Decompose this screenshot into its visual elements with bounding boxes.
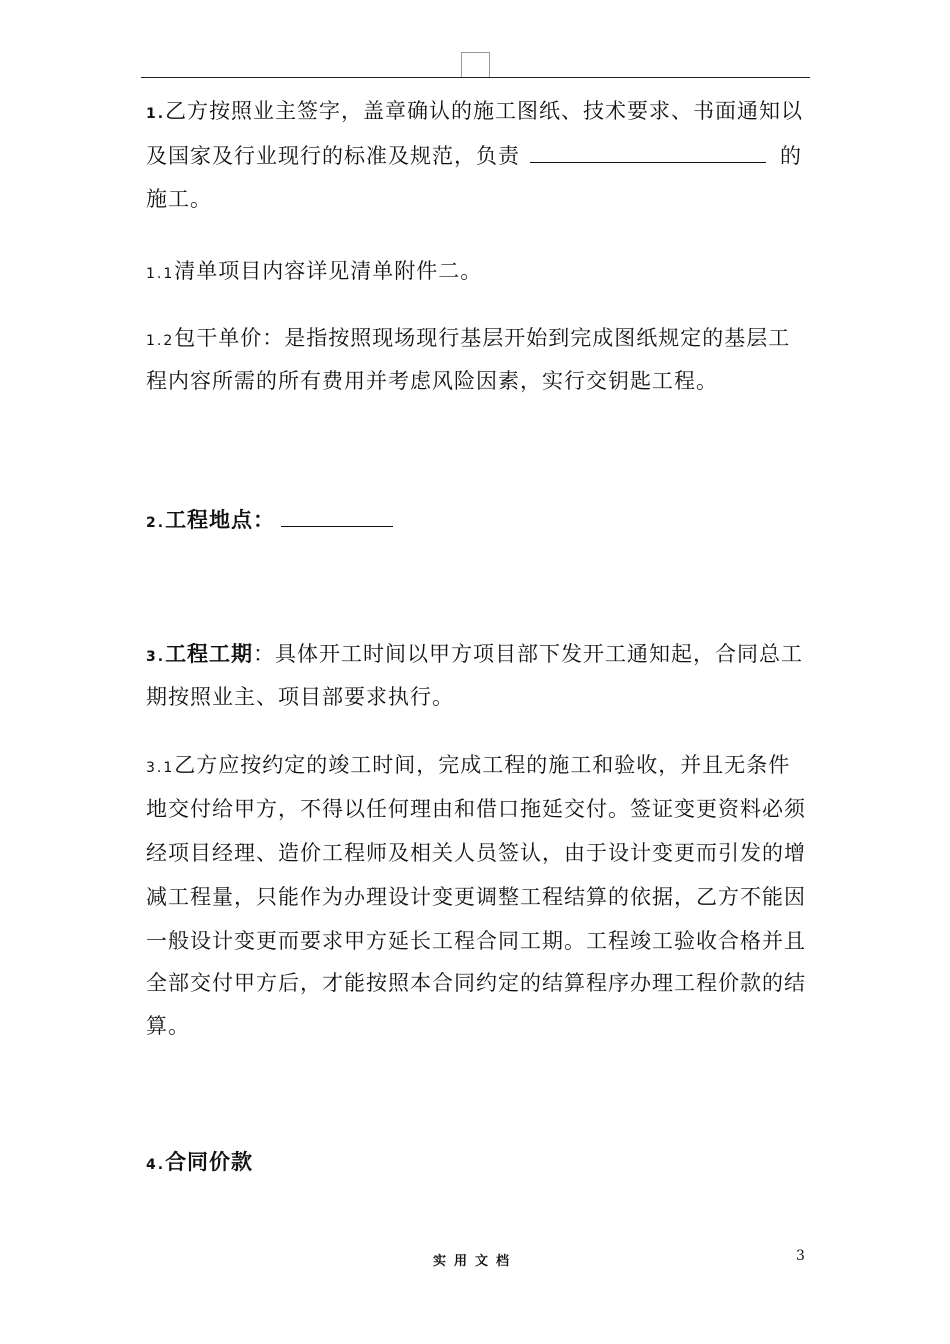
p3-1-text-line7: 算。 [146, 1014, 190, 1038]
p3-text-line2: 期按照业主、项目部要求执行。 [146, 685, 454, 709]
scope-blank-field [530, 142, 766, 163]
p3-number: 3. [146, 649, 166, 665]
page-number: 3 [796, 1248, 805, 1264]
p1-line2 [146, 142, 802, 169]
p3-1-line6 [146, 970, 806, 996]
p1-1 [146, 258, 482, 287]
p2-number: 2. [146, 515, 166, 531]
p3-1-line3 [146, 840, 806, 866]
header-tab [461, 52, 490, 78]
p4-number: 4. [146, 1157, 166, 1173]
footer-title: 实用文档 [432, 1254, 517, 1269]
p3-1-line5 [146, 928, 806, 954]
header-rule [141, 77, 810, 78]
location-blank-field [281, 506, 393, 527]
p3-1-text-line6: 全部交付甲方后，才能按照本合同约定的结算程序办理工程价款的结 [146, 971, 806, 995]
p3-1-number: 3.1 [146, 760, 175, 776]
p1-text-line2-end: 的 [780, 144, 802, 168]
p3-text-line1: ：具体开工时间以甲方项目部下发开工通知起，合同总工 [253, 642, 804, 666]
p3-line1 [146, 641, 803, 670]
p3-line2 [146, 684, 454, 710]
p1-1-number: 1.1 [146, 266, 175, 282]
p1-line1 [146, 98, 803, 127]
p4-heading [146, 1149, 253, 1178]
p1-2-number: 1.2 [146, 333, 175, 349]
p3-1-line7 [146, 1013, 190, 1039]
p1-2-text-line1: 包干单价：是指按照现场现行基层开始到完成图纸规定的基层工 [174, 326, 791, 350]
p2-label: 工程地点： [165, 507, 276, 532]
p4-label: 合同价款 [165, 1149, 254, 1174]
p1-1-text: 清单项目内容详见清单附件二。 [174, 259, 483, 283]
p1-2-line1 [146, 325, 790, 354]
p1-line3 [146, 186, 212, 212]
p1-number: 1. [146, 106, 166, 122]
p1-2-line2 [146, 368, 718, 394]
p1-text-line3: 施工。 [146, 187, 212, 211]
p3-1-text-line1: 乙方应按约定的竣工时间，完成工程的施工和验收，并且无条件 [174, 753, 791, 777]
p3-1-line2 [146, 796, 806, 822]
p3-1-line1 [146, 752, 790, 781]
p1-text-line2: 及国家及行业现行的标准及规范，负责 [146, 144, 520, 168]
p3-1-text-line3: 经项目经理、造价工程师及相关人员签认，由于设计变更而引发的增 [146, 841, 806, 865]
p2-heading [146, 506, 393, 536]
p3-1-text-line4: 减工程量，只能作为办理设计变更调整工程结算的依据，乙方不能因 [146, 885, 806, 909]
p3-label: 工程工期 [165, 641, 254, 666]
p1-text-line1: 乙方按照业主签字，盖章确认的施工图纸、技术要求、书面通知以 [165, 99, 804, 123]
p3-1-line4 [146, 884, 806, 910]
p3-1-text-line2: 地交付给甲方，不得以任何理由和借口拖延交付。签证变更资料必须 [146, 797, 806, 821]
p3-1-text-line5: 一般设计变更而要求甲方延长工程合同工期。工程竣工验收合格并且 [146, 929, 806, 953]
p1-2-text-line2: 程内容所需的所有费用并考虑风险因素，实行交钥匙工程。 [146, 369, 718, 393]
